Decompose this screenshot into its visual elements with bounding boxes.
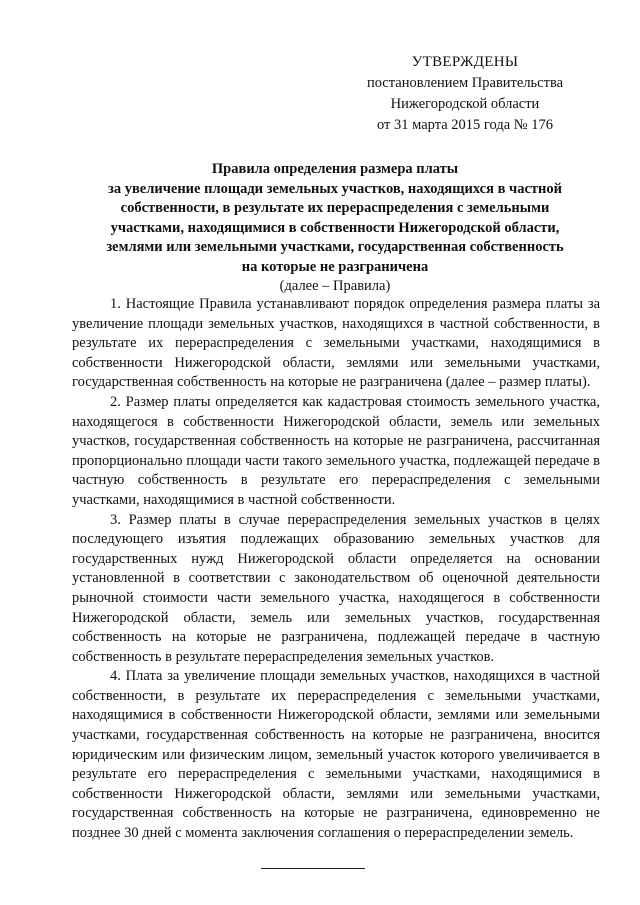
title-subtitle: (далее – Правила) <box>279 278 391 294</box>
title-line: землями или земельными участками, государственная собственность <box>106 239 564 255</box>
title-line: на которые не разграничена <box>241 258 429 275</box>
document-title <box>60 160 610 297</box>
title-line: собственности, в результате их перераспределения с земельными <box>120 200 550 216</box>
paragraph-2: 2. Размер платы определяется как кадастровая стоимость земельного участка, находящегося в собственности Нижегородской области, земель или земельных участков, государственная собственность на которые не разграничена, рассчитанная пропорционально площади части такого земельного участка, подлежащей передаче в частную собственность в результате его перераспределения с земельными участками, находящимися в частной собственности. <box>72 393 600 508</box>
paragraph-4: 4. Плата за увеличение площади земельных участков, находящихся в частной собственности, в результате их перераспределения с земельными участками, находящимися в собственности Нижегородской области, землями или земельными участками, государственная собственность на которые не разграничена, вносится юридическим или физическим лицом, земельный участок которого увеличивается в результате его перераспределения с земельными участками, находящимися в собственности Нижегородской области, землями или земельными участками, государственная собственность на которые не разграничена, единовременно не позднее 30 дней с момента заключения соглашения о перераспределении земель. <box>72 668 600 842</box>
approval-line-3: от 31 марта 2015 года № 176 <box>377 117 553 133</box>
approval-line-2: Нижегородской области <box>390 96 540 112</box>
approval-heading: УТВЕРЖДЕНЫ <box>411 54 519 70</box>
approval-line-1: постановлением Правительства <box>366 75 564 91</box>
closing-divider <box>261 868 365 869</box>
document-body <box>72 295 600 844</box>
approval-stamp <box>360 52 570 136</box>
paragraph-3: 3. Размер платы в случае перераспределения земельных участков в целях последующего изъятия подлежащих образованию земельных участков для государственных нужд Нижегородской области определяется на основании установленной в соответствии с законодательством об оценочной деятельности рыночной стоимости части земельного участка, находящегося в собственности Нижегородской области, земель или земельных участков, государственная собственность на которые не разграничена, подлежащей передаче в частную собственность в результате перераспределения земельных участков. <box>72 511 600 665</box>
title-line: Правила определения размера платы <box>211 161 459 177</box>
title-line: участками, находящимися в собственности Нижегородской области, <box>110 219 560 236</box>
title-line: за увеличение площади земельных участков, находящихся в частной <box>108 180 562 197</box>
paragraph-1: 1. Настоящие Правила устанавливают порядок определения размера платы за увеличение площади земельных участков, находящихся в частной собственности, в результате их перераспределения с земельными участками, находящимися в собственности Нижегородской области, землями или земельными участками, государственная собственность на которые не разграничена (далее – размер платы). <box>72 296 600 391</box>
